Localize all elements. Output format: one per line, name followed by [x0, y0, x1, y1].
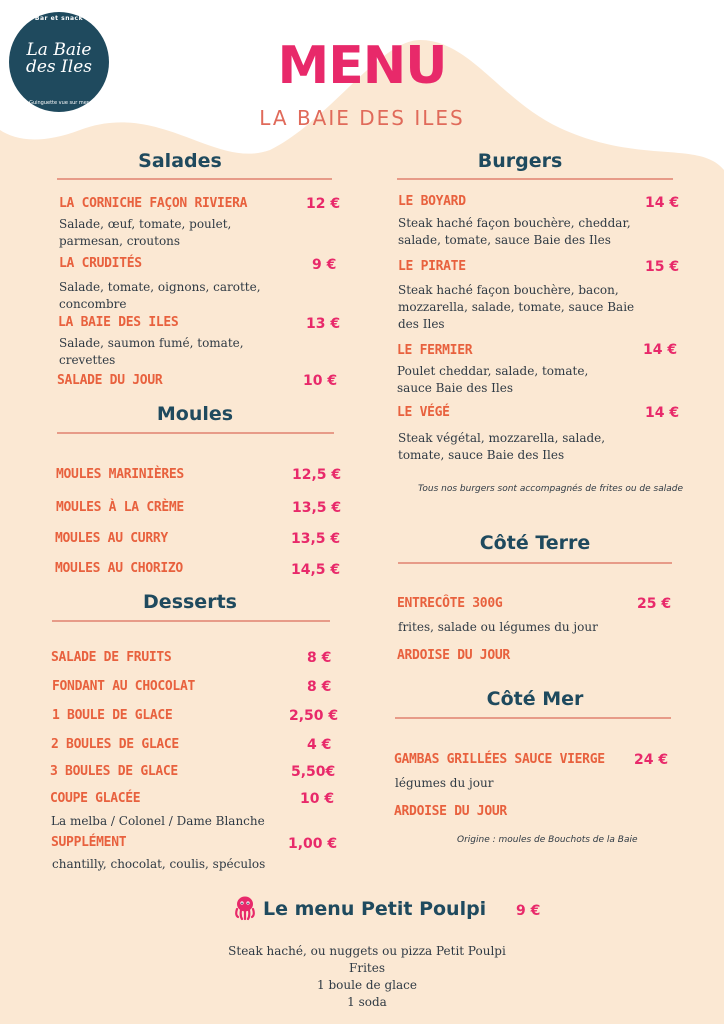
divider: [397, 178, 673, 180]
menu-item-name: 2 BOULES DE GLACE: [51, 737, 179, 752]
logo-name-line2: des Iles: [25, 57, 92, 77]
menu-item-price: 14,5 €: [291, 562, 341, 578]
menu-item-name: ENTRECÔTE 300G: [397, 596, 503, 611]
menu-item-name: 1 BOULE DE GLACE: [52, 708, 173, 723]
menu-item-name: LE FERMIER: [397, 343, 473, 358]
octopus-icon: [232, 895, 258, 921]
menu-item-name: LE PIRATE: [398, 259, 466, 274]
burgers-note: Tous nos burgers sont accompagnés de frites ou de salade: [418, 484, 683, 494]
desc-line: sauce Baie des Iles: [397, 381, 513, 395]
menu-item-name: FONDANT AU CHOCOLAT: [52, 679, 196, 694]
menu-item-price: 12,5 €: [292, 467, 342, 483]
menu-item-price: 10 €: [300, 791, 335, 807]
menu-item-desc: frites, salade ou légumes du jour: [398, 620, 598, 634]
desc-line: concombre: [59, 297, 127, 311]
menu-item-name: LA CORNICHE FAÇON RIVIERA: [59, 196, 248, 211]
menu-item-name: LA CRUDITÉS: [59, 256, 142, 271]
menu-item-name: ARDOISE DU JOUR: [394, 804, 507, 819]
menu-item-desc: [398, 282, 634, 333]
logo-top-text: Bar et snack: [34, 15, 84, 22]
menu-item-price: 1,00 €: [288, 836, 338, 852]
menu-item-price: 25 €: [637, 596, 672, 612]
desc-line: Steak haché façon bouchère, bacon,: [398, 283, 619, 297]
logo-name-line1: La Baie: [26, 40, 92, 60]
desc-line: tomate, sauce Baie des Iles: [398, 448, 565, 462]
divider: [57, 178, 332, 180]
menu-item-name: 3 BOULES DE GLACE: [50, 764, 178, 779]
menu-item-desc: [398, 430, 605, 464]
menu-item-name: LE BOYARD: [398, 194, 466, 209]
menu-item-price: 12 €: [306, 196, 341, 212]
menu-item-price: 2,50 €: [289, 708, 339, 724]
desc-line: Steak haché, ou nuggets ou pizza Petit Poulpi: [228, 944, 506, 958]
menu-item-name: GAMBAS GRILLÉES SAUCE VIERGE: [394, 752, 605, 767]
menu-item-price: 10 €: [303, 373, 338, 389]
menu-item-desc: [398, 215, 631, 249]
menu-item-desc: chantilly, chocolat, coulis, spéculos: [52, 857, 266, 871]
kids-menu-title: Le menu Petit Poulpi: [263, 898, 487, 920]
section-title-desserts: Desserts: [143, 591, 237, 613]
desc-line: mozzarella, salade, tomate, sauce Baie: [398, 300, 635, 314]
menu-item-name: MOULES AU CHORIZO: [55, 561, 183, 576]
menu-item-name: MOULES AU CURRY: [55, 531, 168, 546]
menu-item-price: 8 €: [307, 679, 332, 695]
menu-item-desc: [397, 363, 588, 397]
section-title-burgers: Burgers: [477, 150, 563, 172]
desc-line: Steak végétal, mozzarella, salade,: [398, 431, 606, 445]
menu-item-name: SALADE DU JOUR: [57, 373, 163, 388]
menu-item-price: 8 €: [307, 650, 332, 666]
menu-item-name: ARDOISE DU JOUR: [397, 648, 510, 663]
page-title: MENU: [277, 36, 447, 96]
section-title-salades: Salades: [138, 150, 222, 172]
origin-note: Origine : moules de Bouchots de la Baie: [457, 835, 638, 845]
menu-item-price: 24 €: [634, 752, 669, 768]
menu-item-name: SALADE DE FRUITS: [51, 650, 172, 665]
menu-item-name: MOULES MARINIÈRES: [56, 467, 184, 482]
desc-line: 1 boule de glace: [317, 978, 417, 992]
desc-line: salade, tomate, sauce Baie des Iles: [398, 233, 611, 247]
menu-item-desc: [59, 335, 244, 369]
desc-line: parmesan, croutons: [59, 234, 181, 248]
divider: [57, 432, 334, 434]
menu-item-name: LA BAIE DES ILES: [58, 315, 179, 330]
desc-line: Salade, œuf, tomate, poulet,: [59, 217, 232, 231]
menu-item-desc: [59, 279, 261, 313]
divider: [395, 717, 671, 719]
menu-item-name: COUPE GLACÉE: [50, 791, 141, 806]
divider: [398, 562, 672, 564]
section-title-cote-mer: Côté Mer: [486, 688, 584, 710]
page-subtitle: LA BAIE DES ILES: [259, 106, 465, 130]
section-title-moules: Moules: [156, 403, 234, 425]
menu-item-desc: La melba / Colonel / Dame Blanche: [51, 814, 265, 828]
section-title-cote-terre: Côté Terre: [479, 532, 591, 554]
menu-item-price: 5,50€: [291, 764, 336, 780]
menu-item-price: 9 €: [312, 257, 337, 273]
desc-line: Steak haché façon bouchère, cheddar,: [398, 216, 631, 230]
menu-item-name: LE VÉGÉ: [397, 405, 450, 420]
desc-line: 1 soda: [347, 995, 387, 1009]
kids-menu-desc: [0, 943, 724, 1011]
divider: [52, 620, 330, 622]
menu-item-desc: [59, 216, 231, 250]
menu-item-price: 13,5 €: [291, 531, 341, 547]
menu-item-price: 13 €: [306, 316, 341, 332]
logo-bottom-text: Guinguette vue sur mer: [29, 100, 89, 106]
menu-item-price: 14 €: [643, 342, 678, 358]
kids-menu-price: 9 €: [516, 903, 541, 919]
desc-line: Frites: [349, 961, 385, 975]
menu-item-name: MOULES À LA CRÈME: [56, 500, 184, 515]
desc-line: Salade, saumon fumé, tomate,: [59, 336, 244, 350]
menu-item-desc: légumes du jour: [395, 776, 494, 790]
menu-item-price: 14 €: [645, 195, 680, 211]
menu-item-price: 4 €: [307, 737, 332, 753]
menu-item-price: 14 €: [645, 405, 680, 421]
desc-line: Poulet cheddar, salade, tomate,: [397, 364, 589, 378]
menu-item-price: 13,5 €: [292, 500, 342, 516]
desc-line: Salade, tomate, oignons, carotte,: [59, 280, 261, 294]
menu-item-price: 15 €: [645, 259, 680, 275]
menu-item-name: SUPPLÉMENT: [51, 835, 127, 850]
desc-line: des Iles: [398, 317, 445, 331]
desc-line: crevettes: [59, 353, 116, 367]
